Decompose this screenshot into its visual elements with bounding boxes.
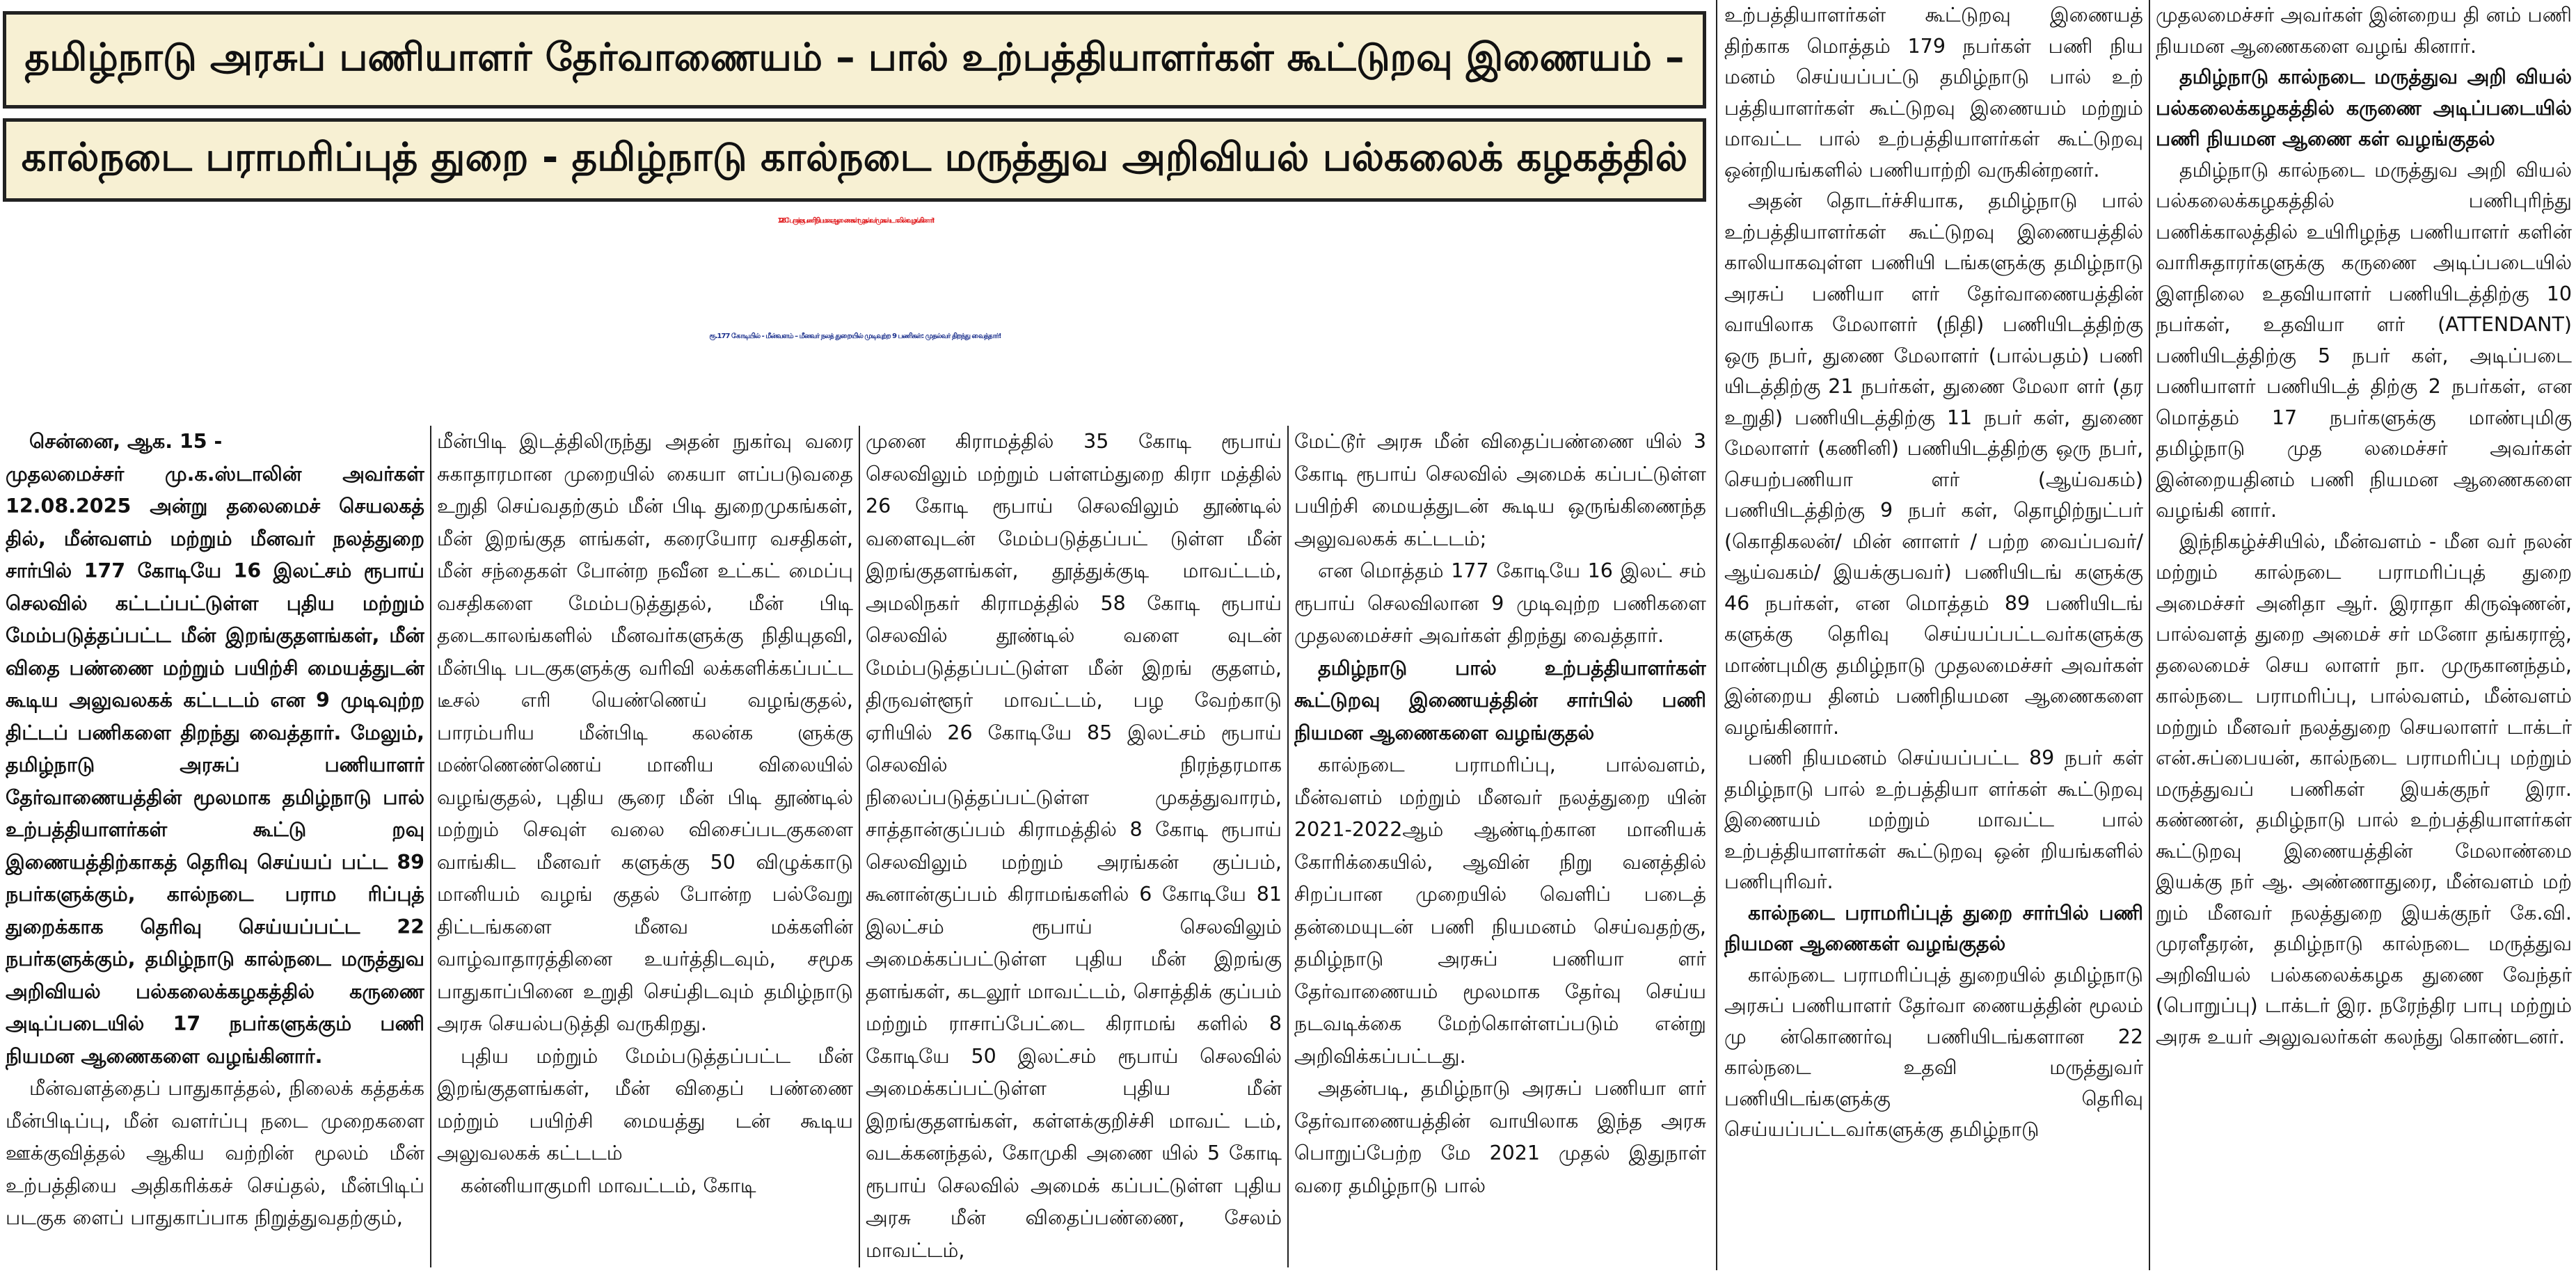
paragraph: பணி நியமனம் செய்யப்பட்ட 89 நபர் கள் தமிழ்நாடு பால் உற்பத்தியா ளர்கள் கூட்டுறவு இணையம் மற்றும் மாவட்ட பால் உற்பத்தியாளர்கள் கூட்டுறவு ஒன் றியங்களில் பணிபுரிவர். <box>1724 746 2143 893</box>
column-divider <box>859 426 860 1267</box>
lead-paragraph: முதலமைச்சர் மு.க.ஸ்டாலின் அவர்கள் 12.08.2025 அன்று தலைமைச் செயலகத் தில், மீன்வளம் மற்றும் மீனவர் நலத்துறை சார்பில் 177 கோடியே 16 இலட்சம் ரூபாய் செலவில் கட்டப்பட்டுள்ள புதிய மற்றும் மேம்படுத்தப்பட்ட மீன் இறங்குதளங்கள், மீன் விதை பண்ணை மற்றும் பயிற்சி மையத்துடன் கூடிய அலுவலகக் கட்டடம் என 9 முடிவுற்ற திட்டப் பணிகளை திறந்து வைத்தார். மேலும், தமிழ்நாடு அரசுப் பணியாளர் தேர்வாணையத்தின் மூலமாக தமிழ்நாடு பால் உற்பத்தியாளர்கள் கூட்டு றவு இணையத்திற்காகத் தெரிவு செய்யப் பட்ட 89 நபர்களுக்கும், கால்நடை பராம ரிப்புத் துறைக்காக தெரிவு செய்யப்பட்ட 22 நபர்களுக்கும், தமிழ்நாடு கால்நடை மருத்துவ அறிவியல் பல்கலைக்கழகத்தில் கருணை அடிப்படையில் 17 நபர்களுக்கும் பணி நியமன ஆணைகளை வழங்கினார். <box>6 462 424 1068</box>
dateline: சென்னை, ஆக. 15 - <box>29 430 223 453</box>
kicker-line-1-text: தமிழ்நாடு அரசுப் பணியாளர் தேர்வாணையம் – பால் உற்பத்தியாளர்கள் கூட்டுறவு இணையம் – <box>24 35 1685 79</box>
paragraph: முதலமைச்சர் அவர்கள் இன்றைய தி னம் பணி நியமன ஆணைகளை வழங் கினார். <box>2156 3 2572 58</box>
article-column-4 <box>1294 426 1706 1269</box>
paragraph: உற்பத்தியாளர்கள் கூட்டுறவு இணையத் திற்காக மொத்தம் 179 நபர்கள் பணி நிய மனம் செய்யப்பட்டு தமிழ்நாடு பால் உற் பத்தியாளர்கள் கூட்டுறவு இணையம் மற்றும் மாவட்ட பால் உற்பத்தியாளர்கள் கூட்டுறவு ஒன்றியங்களில் பணியாற்றி வருகின்றனர். <box>1724 3 2143 182</box>
paragraph: தமிழ்நாடு கால்நடை மருத்துவ அறி வியல் பல்கலைக்கழகத்தில் பணிபுரிந்து பணிக்காலத்தில் உயிரிழந்த பணியாளர் களின் வாரிசுதாரர்களுக்கு கருணை அடிப்படையில் இளநிலை உதவியாளர் பணியிடத்திற்கு 10 நபர்கள், உதவியா ளர் (ATTENDANT) பணியிடத்திற்கு 5 நபர் கள், அடிப்படை பணியாளர் பணியிடத் திற்கு 2 நபர்கள், என மொத்தம் 17 நபர்களுக்கு மாண்புமிகு தமிழ்நாடு முத லமைச்சர் அவர்கள் இன்றையதினம் பணி நியமன ஆணைகளை வழங்கி னார். <box>2156 158 2572 522</box>
paragraph: அதன் தொடர்ச்சியாக, தமிழ்நாடு பால் உற்பத்தியாளர்கள் கூட்டுறவு இணையத்தில் காலியாகவுள்ள பணியி டங்களுக்கு தமிழ்நாடு அரசுப் பணியா ளர் தேர்வாணையத்தின் வாயிலாக மேலாளர் (நிதி) பணியிடத்திற்கு ஒரு நபர், துணை மேலாளர் (பால்பதம்) பணி யிடத்திற்கு 21 நபர்கள், துணை மேலா ளர் (தர உறுதி) பணியிடத்திற்கு 11 நபர் கள், துணை மேலாளர் (கணினி) பணியிடத்திற்கு ஒரு நபர், செயற்பணியா ளர் (ஆய்வகம்) பணியிடத்திற்கு 9 நபர் கள், தொழிற்நுட்பர் (கொதிகலன்/ மின் னாளர் / பற்ற வைப்பவர்/ ஆய்வகம்/ இயக்குபவர்) பணியிடங் களுக்கு 46 நபர்கள், என மொத்தம் 89 பணியிடங் களுக்கு தெரிவு செய்யப்பட்டவர்களுக்கு மாண்புமிகு தமிழ்நாடு முதலமைச்சர் அவர்கள் இன்றைய தினம் பணிநியமன ஆணைகளை வழங்கினார். <box>1724 189 2143 739</box>
paragraph: மீன்பிடி இடத்திலிருந்து அதன் நுகர்வு வரை சுகாதாரமான முறையில் கையா ளப்படுவதை உறுதி செய்வதற்கும் மீன் பிடி துறைமுகங்கள், மீன் இறங்குத ளங்கள், கரையோர வசதிகள், மீன் சந்தைகள் போன்ற நவீன உட்கட் மைப்பு வசதிகளை மேம்படுத்துதல், மீன் பிடி தடைகாலங்களில் மீனவர்களுக்கு நிதியுதவி, மீன்பிடி படகுகளுக்கு வரிவி லக்களிக்கப்பட்ட டீசல் எரி யெண்ணெய் வழங்குதல், பாரம்பரிய மீன்பிடி கலன்க ளுக்கு மண்ணெண்ணெய் மானிய விலையில் வழங்குதல், புதிய சூரை மீன் பிடி தூண்டில் மற்றும் செவுள் வலை விசைப்படகுகளை வாங்கிட மீனவர் களுக்கு 50 விழுக்காடு மானியம் வழங் குதல் போன்ற பல்வேறு திட்டங்களை மீனவ மக்களின் வாழ்வாதாரத்தினை உயர்த்திடவும், சமூக பாதுகாப்பினை உறுதி செய்திடவும் தமிழ்நாடு அரசு செயல்படுத்தி வருகிறது. <box>437 430 853 1035</box>
article-column-1 <box>6 426 424 1269</box>
section-heading: தமிழ்நாடு கால்நடை மருத்துவ அறி வியல் பல்கலைக்கழகத்தில் கருணை அடிப்படையில் பணி நியமன ஆணை கள் வழங்குதல் <box>2156 65 2572 150</box>
paragraph: கன்னியாகுமரி மாவட்டம், கோடி <box>461 1174 756 1197</box>
paragraph: கால்நடை பராமரிப்புத் துறையில் தமிழ்நாடு அரசுப் பணியாளர் தேர்வா ணையத்தின் மூலம் மு ன்கொணர்வு பணியிடங்களான 22 கால்நடை உதவி மருத்துவர் பணியிடங்களுக்கு தெரிவு செய்யப்பட்டவர்களுக்கு தமிழ்நாடு <box>1724 963 2143 1141</box>
article-column-3 <box>866 426 1282 1269</box>
paragraph: என மொத்தம் 177 கோடியே 16 இலட் சம் ரூபாய் செலவிலான 9 முடிவுற்ற பணிகளை முதலமைச்சர் அவர்கள் திறந்து வைத்தார். <box>1294 559 1706 647</box>
column-divider <box>1287 426 1289 1267</box>
paragraph: அதன்படி, தமிழ்நாடு அரசுப் பணியா ளர் தேர்வாணையத்தின் வாயிலாக இந்த அரசு பொறுப்பேற்ற மே 2021 முதல் இதுநாள் வரை தமிழ்நாடு பால் <box>1294 1077 1706 1197</box>
kicker-line-1 <box>3 11 1706 109</box>
paragraph: முனை கிராமத்தில் 35 கோடி ரூபாய் செலவிலும் மற்றும் பள்ளம்துறை கிரா மத்தில் 26 கோடி ரூபாய் செலவிலும் தூண்டில் வளைவுடன் மேம்படுத்தப்பட் டுள்ள மீன் இறங்குதளங்கள், தூத்துக்குடி மாவட்டம், அமலிநகர் கிராமத்தில் 58 கோடி ரூபாய் செலவில் தூண்டில் வளை வுடன் மேம்படுத்தப்பட்டுள்ள மீன் இறங் குதளம், திருவள்ளூர் மாவட்டம், பழ வேற்காடு ஏரியில் 26 கோடியே 85 இலட்சம் ரூபாய் செலவில் நிரந்தரமாக நிலைப்படுத்தப்பட்டுள்ள முகத்துவாரம், சாத்தான்குப்பம் கிராமத்தில் 8 கோடி ரூபாய் செலவிலும் மற்றும் அரங்கன் குப்பம், கூனான்குப்பம் கிராமங்களில் 6 கோடியே 81 இலட்சம் ரூபாய் செலவிலும் அமைக்கப்பட்டுள்ள புதிய மீன் இறங்கு தளங்கள், கடலூர் மாவட்டம், சொத்திக் குப்பம் மற்றும் ராசாப்பேட்டை கிராமங் களில் 8 கோடியே 50 இலட்சம் ரூபாய் செலவில் அமைக்கப்பட்டுள்ள புதிய மீன் இறங்குதளங்கள், கள்ளக்குறிச்சி மாவட் டம், வடக்கனந்தல், கோமுகி அணை யில் 5 கோடி ரூபாய் செலவில் அமைக் கப்பட்டுள்ள புதிய அரசு மீன் விதைப்பண்ணை, சேலம் மாவட்டம், <box>866 430 1282 1262</box>
main-headline: 128 பேருக்கு பணி நியமன ஆணைகள்: முதல்வர் மு.க.ஸ்டாலின் வழங்கினார்! <box>777 217 933 225</box>
section-heading: தமிழ்நாடு பால் உற்பத்தியாளர்கள் கூட்டுறவு இணையத்தின் சார்பில் பணி நியமன ஆணைகளை வழங்குதல் <box>1294 656 1706 744</box>
article-column-5 <box>1724 0 2143 1273</box>
section-heading: கால்நடை பராமரிப்புத் துறை சார்பில் பணி நியமன ஆணைகள் வழங்குதல் <box>1724 901 2143 955</box>
paragraph: மேட்டூர் அரசு மீன் விதைப்பண்ணை யில் 3 கோடி ரூபாய் செலவில் அமைக் கப்பட்டுள்ள பயிற்சி மையத்துடன் கூடிய ஒருங்கிணைந்த அலுவலகக் கட்டடம்; <box>1294 430 1706 550</box>
paragraph: புதிய மற்றும் மேம்படுத்தப்பட்ட மீன் இறங்குதளங்கள், மீன் விதைப் பண்ணை மற்றும் பயிற்சி மையத்து டன் கூடிய அலுவலகக் கட்டடம் <box>437 1044 853 1164</box>
paragraph: கால்நடை பராமரிப்பு, பால்வளம், மீன்வளம் மற்றும் மீனவர் நலத்துறை யின் 2021-2022ஆம் ஆண்டிற்கான மானியக் கோரிக்கையில், ஆவின் நிறு வனத்தில் சிறப்பான முறையில் வெளிப் படைத் தன்மையுடன் பணி நியமனம் செய்வதற்கு, தமிழ்நாடு அரசுப் பணியா ளர் தேர்வாணையம் மூலமாக தேர்வு செய்ய நடவடிக்கை மேற்கொள்ளப்படும் என்று அறிவிக்கப்பட்டது. <box>1294 753 1706 1068</box>
column-divider <box>1716 0 1717 1270</box>
column-divider <box>430 426 431 1267</box>
article-column-6 <box>2156 0 2572 1273</box>
column-divider <box>2149 0 2150 1270</box>
sub-headline: ரூ.177 கோடியில் - மீன்வளம் – மீனவர் நலத் துறையில் முடிவுற்ற 9 பணிகள்: முதல்வர் திறந்து வைத்தார்! <box>709 333 1001 340</box>
kicker-line-2 <box>3 118 1706 202</box>
paragraph: மீன்வளத்தைப் பாதுகாத்தல், நிலைக் கத்தக்க மீன்பிடிப்பு, மீன் வளர்ப்பு நடை முறைகளை ஊக்குவித்தல் ஆகிய வற்றின் மூலம் மீன் உற்பத்தியை அதிகரிக்கச் செய்தல், மீன்பிடிப் படகுக ளைப் பாதுகாப்பாக நிறுத்துவதற்கும், <box>6 1077 424 1229</box>
paragraph: இந்நிகழ்ச்சியில், மீன்வளம் - மீன வர் நலன் மற்றும் கால்நடை பராமரிப்புத் துறை அமைச்சர் அனிதா ஆர். இராதா கிருஷ்ணன், பால்வளத் துறை அமைச் சர் மனோ தங்கராஜ், தலைமைச் செய லாளர் நா. முருகானந்தம், கால்நடை பராமரிப்பு, பால்வளம், மீன்வளம் மற்றும் மீனவர் நலத்துறை செயலாளர் டாக்டர் என்.சுப்பையன், கால்நடை பராமரிப்பு மற்றும் மருத்துவப் பணிகள் இயக்குநர் இரா. கண்ணன், தமிழ்நாடு பால் உற்பத்தியாளர்கள் கூட்டுறவு இணையத்தின் மேலாண்மை இயக்கு நர் ஆ. அண்ணாதுரை, மீன்வளம் மற் றும் மீனவர் நலத்துறை இயக்குநர் கே.வி. முரளீதரன், தமிழ்நாடு கால்நடை மருத்துவ அறிவியல் பல்கலைக்கழக துணை வேந்தர் (பொறுப்பு) டாக்டர் இர. நரேந்திர பாபு மற்றும் அரசு உயர் அலுவலர்கள் கலந்து கொண்டனர். <box>2156 529 2572 1048</box>
kicker-line-2-text: கால்நடை பராமரிப்புத் துறை - தமிழ்நாடு கால்நடை மருத்துவ அறிவியல் பல்கலைக் கழகத்தில் <box>21 135 1688 180</box>
article-column-2 <box>437 426 853 1269</box>
